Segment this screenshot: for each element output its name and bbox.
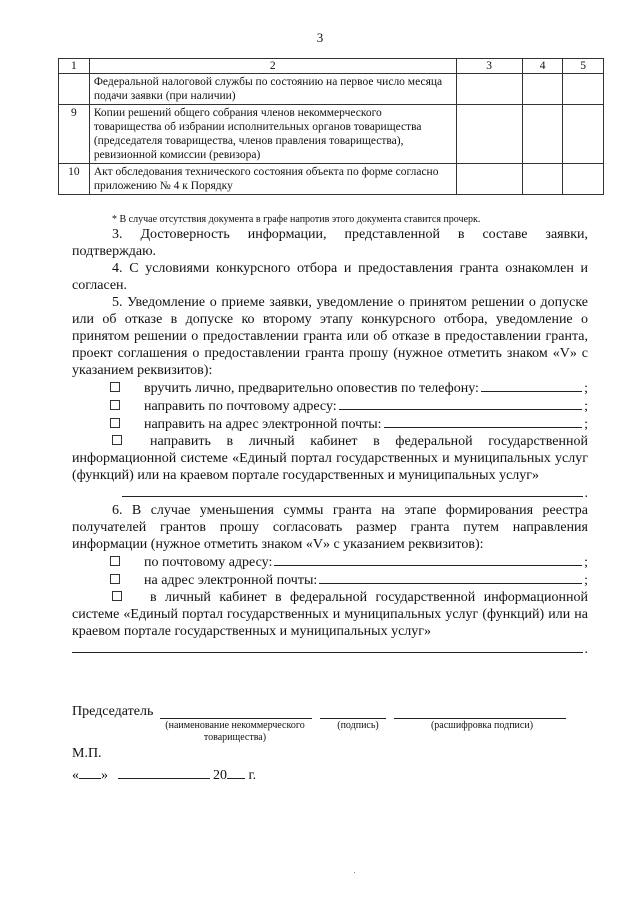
row-description: Копии решений общего собрания членов некоммерческого товарищества об избрании исполнительных органов товарищества (председателя товарищества, членов правления товарищества), ревизионной комиссии (ревизора) bbox=[89, 105, 456, 164]
scan-dot bbox=[354, 872, 355, 873]
row-cell bbox=[456, 105, 522, 164]
header-col-5: 5 bbox=[563, 59, 604, 74]
row-cell bbox=[563, 164, 604, 195]
paragraph-4: 4. С условиями конкурсного отбора и предоставления гранта ознакомлен и согласен. bbox=[72, 261, 588, 293]
paragraph-6: 6. В случае уменьшения суммы гранта на этапе формирования реестра получателей грантов прошу согласовать размер гранта путем направления информации (нужное отметить знаком «V» с указанием реквизитов): bbox=[72, 503, 588, 552]
checkbox[interactable] bbox=[110, 556, 120, 566]
checkbox[interactable] bbox=[110, 574, 120, 584]
row-cell bbox=[522, 164, 563, 195]
signature-decode-line[interactable] bbox=[394, 717, 566, 719]
signature-label: Председатель bbox=[72, 704, 154, 719]
option-postal-address bbox=[72, 397, 588, 415]
table-row bbox=[59, 74, 604, 105]
checkbox[interactable] bbox=[112, 435, 122, 445]
row-cell bbox=[563, 74, 604, 105]
semicolon: ; bbox=[584, 573, 588, 588]
option-personal-account bbox=[72, 433, 588, 484]
option-deliver-personally bbox=[72, 379, 588, 397]
year-field-line[interactable] bbox=[227, 766, 245, 779]
row-description: Федеральной налоговой службы по состоянию на первое число месяца подачи заявки (при наличии) bbox=[89, 74, 456, 105]
option6-email bbox=[72, 571, 588, 589]
row-cell bbox=[522, 74, 563, 105]
checkbox[interactable] bbox=[110, 382, 120, 392]
option6-personal-account bbox=[72, 589, 588, 640]
caption-org-name: (наименование некоммерческого товарищества) bbox=[165, 720, 305, 743]
option6-postal-address bbox=[72, 553, 588, 571]
checkbox[interactable] bbox=[112, 591, 122, 601]
option-label: направить в личный кабинет в федеральной государственной информационной системе «Единый портал государственных и муниципальных услуг (функций) или на краевом портале государственных и муниципальных услуг» bbox=[72, 434, 588, 483]
email-field-line[interactable] bbox=[319, 571, 582, 584]
quote-open: « bbox=[72, 768, 79, 783]
table-row bbox=[59, 164, 604, 195]
row-cell bbox=[456, 74, 522, 105]
email-field-line[interactable] bbox=[384, 415, 583, 428]
row-number: 10 bbox=[59, 164, 90, 195]
header-col-1: 1 bbox=[59, 59, 90, 74]
org-name-line[interactable] bbox=[160, 717, 312, 719]
paragraph-5: 5. Уведомление о приеме заявки, уведомление о принятом решении о допуске или об отказе в допуске ко второму этапу конкурсного отбора, уведомление о принятом решении о предоставлении гранта или об отказе в предоставлении гранта, проект соглашения о предоставлении гранта прошу (нужное отметить знаком «V» с указанием реквизитов): bbox=[72, 295, 588, 378]
month-field-line[interactable] bbox=[118, 766, 210, 779]
option-label: направить по почтовому адресу: bbox=[144, 399, 337, 414]
row-number: 9 bbox=[59, 105, 90, 164]
documents-table bbox=[58, 58, 604, 195]
postal-address-field-line[interactable] bbox=[339, 397, 582, 410]
signature-line[interactable] bbox=[320, 717, 386, 719]
checkbox[interactable] bbox=[110, 400, 120, 410]
year-suffix: г. bbox=[248, 768, 257, 783]
personal-account-field-line[interactable] bbox=[122, 484, 583, 497]
paragraph-3: 3. Достоверность информации, представленной в составе заявки, подтверждаю. bbox=[72, 227, 588, 259]
option-label: в личный кабинет в федеральной государственной информационной системе «Единый портал государственных и муниципальных услуг (функций) или на краевом портале государственных и муниципальных услуг» bbox=[72, 590, 588, 639]
row-cell bbox=[563, 105, 604, 164]
row-cell bbox=[522, 105, 563, 164]
table-header-row bbox=[59, 59, 604, 74]
option-label: по почтовому адресу: bbox=[144, 555, 273, 570]
personal-account-line-row bbox=[72, 640, 588, 658]
quote-close: » bbox=[101, 768, 108, 783]
option-email bbox=[72, 415, 588, 433]
form-body bbox=[72, 226, 588, 658]
page-number: 3 bbox=[316, 30, 324, 45]
period: . bbox=[584, 486, 588, 501]
period: . bbox=[584, 642, 588, 657]
semicolon: ; bbox=[584, 417, 588, 432]
row-number bbox=[59, 74, 90, 105]
header-col-3: 3 bbox=[456, 59, 522, 74]
stamp-place: М.П. bbox=[72, 746, 102, 761]
header-col-4: 4 bbox=[522, 59, 563, 74]
option-label: вручить лично, предварительно оповестив по телефону: bbox=[144, 381, 479, 396]
option-label: на адрес электронной почты: bbox=[144, 573, 318, 588]
option-label: направить на адрес электронной почты: bbox=[144, 417, 382, 432]
postal-address-field-line[interactable] bbox=[274, 553, 582, 566]
personal-account-field-line[interactable] bbox=[72, 640, 583, 653]
phone-field-line[interactable] bbox=[481, 379, 582, 392]
header-col-2: 2 bbox=[89, 59, 456, 74]
caption-decode: (расшифровка подписи) bbox=[430, 720, 534, 731]
semicolon: ; bbox=[584, 381, 588, 396]
year-prefix: 20 bbox=[213, 768, 227, 783]
day-field-line[interactable] bbox=[79, 766, 101, 779]
table-row bbox=[59, 105, 604, 164]
semicolon: ; bbox=[584, 555, 588, 570]
row-cell bbox=[456, 164, 522, 195]
row-description: Акт обследования технического состояния объекта по форме согласно приложению № 4 к Порядку bbox=[89, 164, 456, 195]
semicolon: ; bbox=[584, 399, 588, 414]
personal-account-line-row bbox=[72, 484, 588, 502]
date-line bbox=[72, 766, 256, 784]
checkbox[interactable] bbox=[110, 418, 120, 428]
caption-signature: (подпись) bbox=[337, 720, 379, 731]
footnote: * В случае отсутствия документа в графе напротив этого документа ставится прочерк. bbox=[112, 214, 481, 225]
